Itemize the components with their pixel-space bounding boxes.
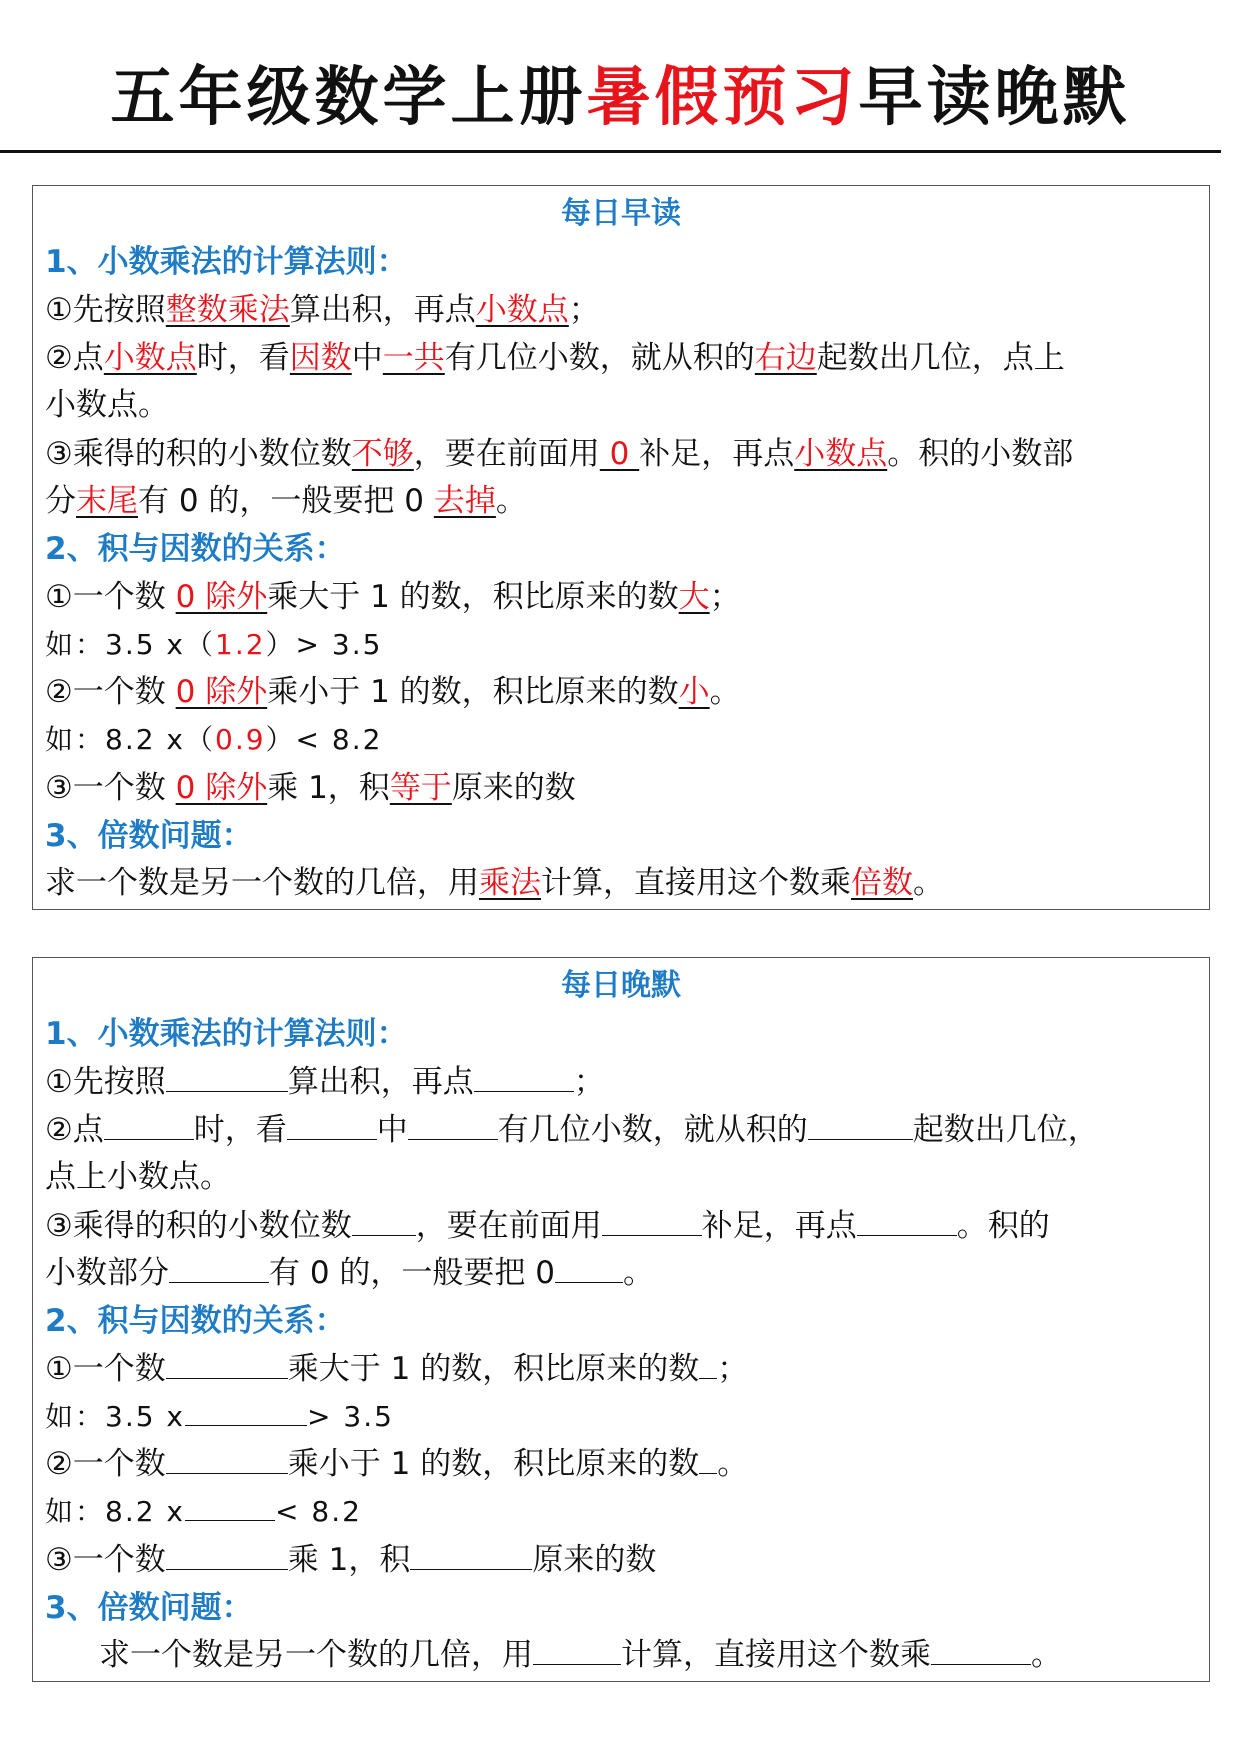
rule-1-line	[45, 290, 1197, 330]
answer-fill: 整数乘法	[165, 292, 290, 328]
fill-in-blank[interactable]	[104, 1111, 194, 1140]
text: 乘大于 1 的数，积比原来的数	[287, 1351, 700, 1387]
rule-2-line	[45, 338, 1197, 378]
answer-value: 1.2	[215, 628, 266, 661]
text: 计算，直接用这个数乘	[621, 1637, 931, 1673]
answer-fill: 一共	[382, 340, 445, 376]
rule-1-line	[45, 1062, 1197, 1102]
text: 求一个数是另一个数的几倍，用	[99, 1637, 533, 1673]
multiple-rule-line	[99, 1635, 1197, 1675]
text: 算出积，再点	[289, 292, 476, 328]
text: 有几位小数，就从积的	[497, 1112, 808, 1148]
text: 。积的	[956, 1208, 1050, 1244]
title-highlight: 暑假预习	[586, 61, 859, 135]
fill-in-blank[interactable]	[287, 1111, 377, 1140]
text: 时，看	[193, 1112, 287, 1148]
text: 。	[717, 1446, 749, 1482]
text: ；	[568, 292, 600, 328]
text: 。	[913, 865, 944, 901]
rule-2-line	[45, 1110, 1197, 1150]
text: 原来的数	[532, 1542, 657, 1578]
morning-panel-heading: 每日早读	[561, 196, 681, 231]
answer-fill: 0 除外	[175, 770, 268, 806]
section-3-heading: 3、倍数问题：	[45, 1590, 253, 1626]
text: ）> 3.5	[265, 628, 383, 661]
answer-fill: 末尾	[76, 483, 138, 519]
answer-fill: 小	[678, 674, 710, 710]
answer-fill: 等于	[389, 770, 452, 806]
relation-1-line	[45, 577, 1197, 617]
text: 如：3.5 x	[45, 1400, 186, 1433]
text: 乘大于 1 的数，积比原来的数	[267, 579, 679, 615]
fill-in-blank[interactable]	[410, 1541, 532, 1570]
text: ②一个数	[45, 1446, 166, 1482]
answer-fill: 0	[599, 436, 640, 472]
example-1-line	[45, 625, 1197, 665]
text: 小数部分	[45, 1255, 169, 1291]
text: 计算，直接用这个数乘	[541, 865, 851, 901]
title-part-3: 早读晚默	[858, 61, 1131, 135]
fill-in-blank[interactable]	[185, 1397, 307, 1426]
text: ）< 8.2	[265, 723, 383, 756]
text: 如：8.2 x	[45, 1495, 186, 1528]
text: 起数出几位，点上	[816, 340, 1065, 376]
text: ①一个数	[45, 1351, 166, 1387]
text: 求一个数是另一个数的几倍，用	[45, 865, 479, 901]
text: > 3.5	[307, 1400, 394, 1433]
text: ②点	[45, 1112, 104, 1148]
text: 算出积，再点	[287, 1064, 474, 1100]
text: 如：8.2 x（	[45, 723, 216, 756]
answer-fill: 去掉	[433, 483, 496, 519]
text: ③一个数	[45, 770, 176, 806]
relation-1-line	[45, 1349, 1197, 1389]
example-1-line	[45, 1397, 1197, 1437]
text: 。	[1031, 1637, 1062, 1673]
text: ；	[709, 579, 741, 615]
text: 。	[623, 1255, 655, 1291]
rule-2-continuation: 点上小数点。	[45, 1159, 231, 1195]
rule-3-line	[45, 1206, 1197, 1246]
text: ，要在前面用	[413, 436, 600, 472]
fill-in-blank[interactable]	[169, 1254, 269, 1283]
fill-in-blank[interactable]	[602, 1207, 702, 1236]
evening-dictation-panel	[32, 957, 1210, 1682]
text: 乘小于 1 的数，积比原来的数	[287, 1446, 700, 1482]
fill-in-blank[interactable]	[533, 1636, 621, 1665]
answer-fill: 小数点	[103, 340, 197, 376]
section-3-heading: 3、倍数问题：	[45, 818, 253, 854]
answer-fill: 大	[678, 579, 710, 615]
text: 中	[376, 1112, 408, 1148]
fill-in-blank[interactable]	[699, 1445, 717, 1474]
text: ③一个数	[45, 1542, 166, 1578]
answer-fill: 因数	[289, 340, 352, 376]
rule-2-continuation: 小数点。	[45, 387, 169, 423]
section-2-heading: 2、积与因数的关系：	[45, 1303, 346, 1339]
text: ②点	[45, 340, 104, 376]
fill-in-blank[interactable]	[474, 1063, 574, 1092]
text: 乘小于 1 的数，积比原来的数	[267, 674, 679, 710]
answer-fill: 乘法	[479, 865, 541, 901]
text: 有 0 的，一般要把 0	[138, 483, 434, 519]
text: ，要在前面用	[415, 1208, 602, 1244]
text: 有 0 的，一般要把 0	[269, 1255, 556, 1291]
text: ③乘得的积的小数位数	[45, 436, 352, 472]
fill-in-blank[interactable]	[166, 1445, 288, 1474]
text: 有几位小数，就从积的	[444, 340, 755, 376]
relation-2-line	[45, 1444, 1197, 1484]
rule-3-continuation	[45, 481, 1197, 521]
answer-fill: 右边	[754, 340, 817, 376]
text: 乘 1，积	[267, 770, 390, 806]
multiple-rule-line	[45, 863, 1197, 903]
text: 时，看	[196, 340, 290, 376]
text: 分	[45, 483, 76, 519]
section-2-heading: 2、积与因数的关系：	[45, 531, 346, 567]
fill-in-blank[interactable]	[808, 1111, 913, 1140]
title-part-1: 五年级数学上册	[110, 61, 587, 135]
text: 补足，再点	[701, 1208, 857, 1244]
text: ①先按照	[45, 292, 166, 328]
section-1-heading: 1、小数乘法的计算法则：	[45, 244, 408, 280]
fill-in-blank[interactable]	[857, 1207, 957, 1236]
answer-fill: 不够	[351, 436, 414, 472]
example-2-line	[45, 720, 1197, 760]
answer-fill: 倍数	[851, 865, 913, 901]
text: ；	[717, 1351, 749, 1387]
text: ①一个数	[45, 579, 176, 615]
rule-3-line	[45, 434, 1197, 474]
text: 补足，再点	[639, 436, 795, 472]
fill-in-blank[interactable]	[166, 1541, 288, 1570]
text: ；	[573, 1064, 605, 1100]
rule-3-continuation	[45, 1253, 1197, 1293]
example-2-line	[45, 1492, 1197, 1532]
answer-fill: 小数点	[475, 292, 569, 328]
fill-in-blank[interactable]	[555, 1254, 623, 1283]
fill-in-blank[interactable]	[931, 1636, 1031, 1665]
evening-panel-heading: 每日晚默	[561, 968, 681, 1003]
answer-fill: 小数点	[794, 436, 888, 472]
fill-in-blank[interactable]	[166, 1063, 288, 1092]
text: ③乘得的积的小数位数	[45, 1208, 352, 1244]
relation-3-line	[45, 768, 1197, 808]
answer-fill: 0 除外	[175, 579, 268, 615]
text: 。	[709, 674, 741, 710]
section-1-heading: 1、小数乘法的计算法则：	[45, 1016, 408, 1052]
page-title	[0, 58, 1241, 138]
fill-in-blank[interactable]	[699, 1350, 717, 1379]
fill-in-blank[interactable]	[408, 1111, 498, 1140]
morning-reading-panel	[32, 185, 1210, 910]
text: ①先按照	[45, 1064, 166, 1100]
answer-fill: 0 除外	[175, 674, 268, 710]
fill-in-blank[interactable]	[352, 1207, 416, 1236]
relation-3-line	[45, 1540, 1197, 1580]
title-divider	[0, 150, 1221, 153]
text: 。积的小数部	[887, 436, 1074, 472]
text: 中	[351, 340, 383, 376]
relation-2-line	[45, 672, 1197, 712]
text: 原来的数	[451, 770, 576, 806]
answer-value: 0.9	[215, 723, 266, 756]
text: 起数出几位，	[912, 1112, 1099, 1148]
text: 如：3.5 x（	[45, 628, 216, 661]
fill-in-blank[interactable]	[185, 1492, 275, 1521]
text: 乘 1，积	[287, 1542, 411, 1578]
text: < 8.2	[275, 1495, 362, 1528]
text: 。	[495, 483, 527, 519]
fill-in-blank[interactable]	[166, 1350, 288, 1379]
text: ②一个数	[45, 674, 176, 710]
